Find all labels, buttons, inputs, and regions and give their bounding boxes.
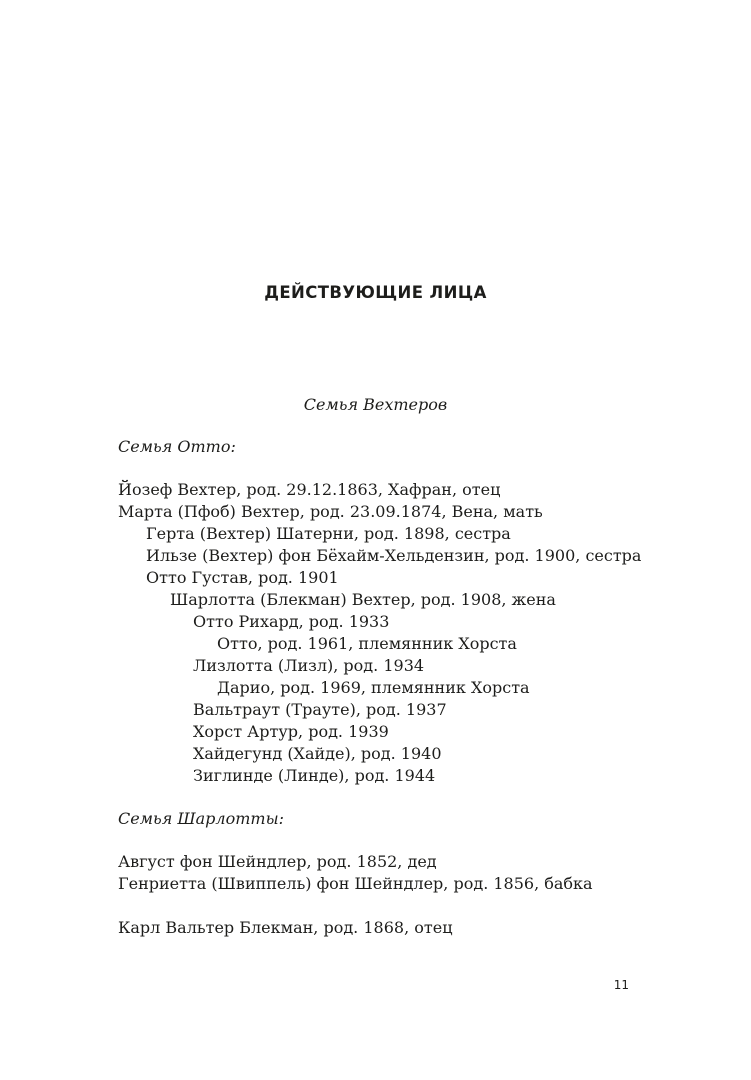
page-title: ДЕЙСТВУЮЩИЕ ЛИЦА: [264, 283, 487, 302]
family-subtitle: Семья Вехтеров: [303, 395, 448, 414]
charlotte-family-label: Семья Шарлотты:: [118, 809, 284, 828]
cast-entry: Лизлотта (Лизл), род. 1934: [193, 656, 425, 675]
cast-entry: Марта (Пфоб) Вехтер, род. 23.09.1874, Вена, мать: [118, 502, 543, 521]
cast-entry: Отто Рихард, род. 1933: [193, 612, 390, 631]
cast-entry: Хайдегунд (Хайде), род. 1940: [193, 744, 442, 763]
page-number: 11: [613, 978, 629, 992]
cast-entry: Йозеф Вехтер, род. 29.12.1863, Хафран, отец: [118, 480, 501, 499]
cast-entry: Ильзе (Вехтер) фон Бёхайм-Хельдензин, род. 1900, сестра: [146, 546, 642, 565]
otto-family-label: Семья Отто:: [118, 437, 236, 456]
cast-entry: Герта (Вехтер) Шатерни, род. 1898, сестра: [146, 524, 511, 543]
cast-entry: Шарлотта (Блекман) Вехтер, род. 1908, жена: [170, 590, 556, 609]
cast-entry: Дарио, род. 1969, племянник Хорста: [217, 678, 530, 697]
cast-entry: Зиглинде (Линде), род. 1944: [193, 766, 436, 785]
cast-entry: Отто Густав, род. 1901: [146, 568, 339, 587]
cast-entry: Вальтраут (Трауте), род. 1937: [193, 700, 447, 719]
cast-entry: Отто, род. 1961, племянник Хорста: [217, 634, 517, 653]
cast-entry: Хорст Артур, род. 1939: [193, 722, 389, 741]
cast-entry: Карл Вальтер Блекман, род. 1868, отец: [118, 918, 453, 937]
cast-entry: Август фон Шейндлер, род. 1852, дед: [118, 852, 437, 871]
cast-entry: Генриетта (Швиппель) фон Шейндлер, род. 1856, бабка: [118, 874, 593, 893]
